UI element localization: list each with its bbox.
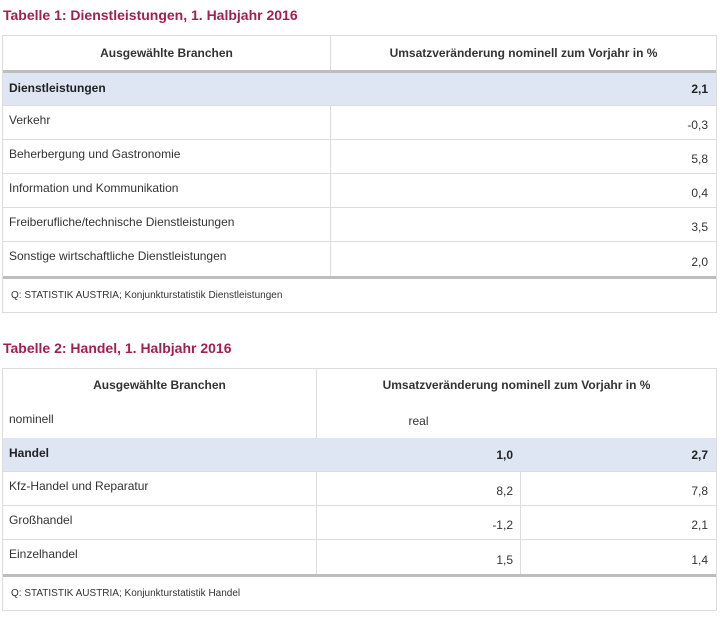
table1-row-value: -0,3 xyxy=(687,118,708,132)
table1-title: Tabelle 1: Dienstleistungen, 1. Halbjahr 2016 xyxy=(3,7,298,23)
table-row xyxy=(3,242,716,276)
table2-title: Tabelle 2: Handel, 1. Halbjahr 2016 xyxy=(3,340,232,356)
table2-row-real: 7,8 xyxy=(691,484,708,498)
table1-header-branch: Ausgewählte Branchen xyxy=(100,46,233,60)
table1-row-label: Dienstleistungen xyxy=(9,81,106,95)
table-row xyxy=(3,174,716,208)
table2-row-nominell: 8,2 xyxy=(496,484,513,498)
table2-row-label: Kfz-Handel und Reparatur xyxy=(9,479,149,493)
table1-row-label: Beherbergung und Gastronomie xyxy=(9,147,181,161)
table-row xyxy=(3,438,716,472)
table-row xyxy=(3,506,716,540)
table2-subheader-nominell: nominell xyxy=(9,412,54,426)
table1-source-row xyxy=(3,279,716,312)
table2-header-change: Umsatzveränderung nominell zum Vorjahr in % xyxy=(382,378,651,392)
table-row xyxy=(3,106,716,140)
table1 xyxy=(2,35,717,313)
table2-row-nominell: -1,2 xyxy=(492,518,513,532)
table1-row-value: 5,8 xyxy=(691,152,708,166)
table2-source: Q: STATISTIK AUSTRIA; Konjunkturstatistik Handel xyxy=(11,588,241,599)
table2-row-real: 2,7 xyxy=(691,447,708,462)
table1-header-change: Umsatzveränderung nominell zum Vorjahr in % xyxy=(389,46,658,60)
table1-source: Q: STATISTIK AUSTRIA; Konjunkturstatistik Dienstleistungen xyxy=(11,290,283,301)
table2-subheader-real: real xyxy=(408,414,429,428)
table2-source-row xyxy=(3,577,716,610)
table2-row-label: Handel xyxy=(9,446,50,460)
table1-row-label: Verkehr xyxy=(9,113,51,127)
table2-row-real: 2,1 xyxy=(691,518,708,532)
table1-row-value: 3,5 xyxy=(691,220,708,234)
table-row xyxy=(3,73,716,106)
table1-row-value: 2,1 xyxy=(691,82,708,96)
table1-header-row xyxy=(3,36,716,70)
table1-row-label: Information und Kommunikation xyxy=(9,181,179,195)
table2-header-branch: Ausgewählte Branchen xyxy=(93,378,226,392)
table-row xyxy=(3,140,716,174)
table2-header-row xyxy=(3,369,716,438)
table2-row-label: Einzelhandel xyxy=(9,547,78,561)
table2-row-real: 1,4 xyxy=(691,553,708,567)
table2-row-nominell: 1,5 xyxy=(496,553,513,567)
table1-row-value: 2,0 xyxy=(691,255,708,269)
table1-row-label: Freiberufliche/technische Dienstleistungen xyxy=(9,215,235,229)
table1-row-value: 0,4 xyxy=(691,186,708,200)
table2-row-nominell: 1,0 xyxy=(496,447,513,462)
table1-row-label: Sonstige wirtschaftliche Dienstleistungen xyxy=(9,249,227,263)
table-row xyxy=(3,472,716,506)
table-row xyxy=(3,208,716,242)
table2 xyxy=(2,368,717,611)
table-row xyxy=(3,540,716,574)
table2-row-label: Großhandel xyxy=(9,513,73,527)
